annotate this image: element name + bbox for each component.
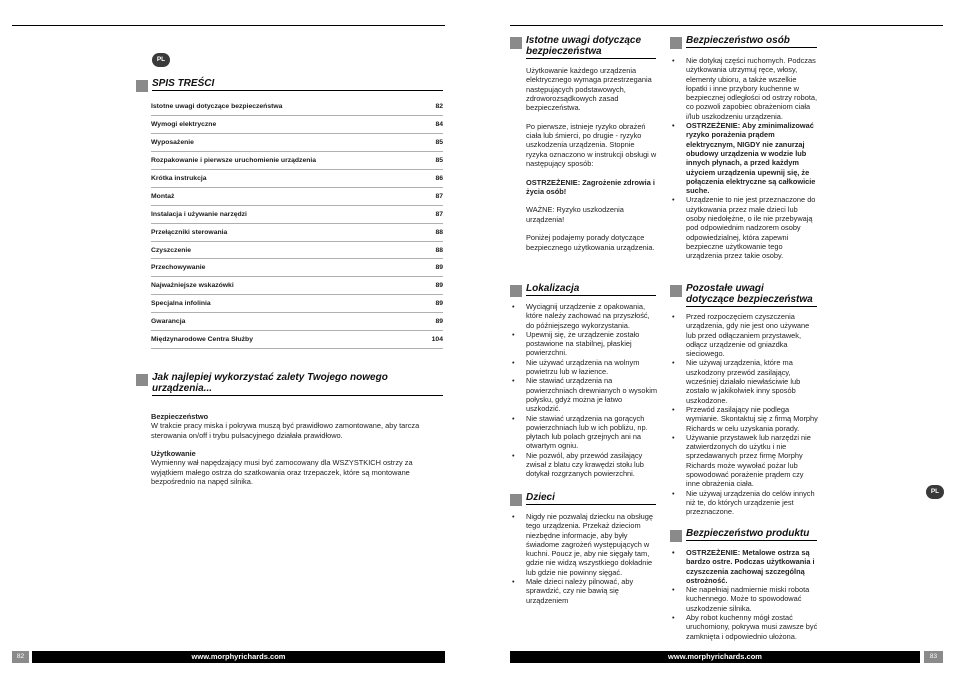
website-link[interactable]: www.morphyrichards.com	[32, 651, 445, 663]
toc-row-label: Rozpakowanie i pierwsze uruchomienie urządzenia	[151, 156, 317, 164]
toc-row-page: 88	[435, 246, 443, 254]
other-title	[686, 283, 817, 307]
toc-row-page: 84	[435, 120, 443, 128]
toc-row[interactable]	[151, 116, 443, 134]
toc-row-label: Wymogi elektryczne	[151, 120, 217, 128]
usage-heading: Użytkowanie	[151, 449, 196, 459]
toc-row[interactable]	[151, 259, 443, 277]
toc-row[interactable]	[151, 152, 443, 170]
website-link[interactable]: www.morphyrichards.com	[510, 651, 920, 663]
top-rule-left	[12, 25, 445, 26]
toc-row-label: Specjalna infolinia	[151, 300, 211, 308]
important-note: WAŻNE: Ryzyko uszkodzenia urządzenia!	[526, 205, 624, 224]
toc-row-page: 89	[435, 300, 443, 308]
intro-title	[152, 372, 443, 396]
toc-row-label: Przełączniki sterowania	[151, 228, 228, 236]
list-item: • Nie używaj urządzenia do celów innych niż te, do których urządzenie jest przeznaczone.	[670, 489, 818, 517]
toc-row-page: 87	[435, 192, 443, 200]
toc-row-page: 85	[435, 138, 443, 146]
usage-text: Wymienny wał napędzający musi być zamocowany dla WSZYSTKICH ostrzy za wyjątkiem małego ostrza do szatkowania oraz trzepaczek, które są montowane bezpośrednio na napęd silnika.	[151, 458, 413, 487]
toc-row-page: 104	[431, 336, 443, 344]
toc-row[interactable]	[151, 98, 443, 116]
section-marker-icon	[510, 37, 522, 49]
toc-row-page: 85	[435, 156, 443, 164]
important-title-line-1: Istotne uwagi dotyczące	[526, 35, 642, 46]
toc-row-page: 86	[435, 174, 443, 182]
table-of-contents	[151, 98, 443, 349]
toc-row[interactable]	[151, 134, 443, 152]
toc-row-label: Gwarancja	[151, 318, 186, 326]
list-item: • Wyciągnij urządzenie z opakowania, które należy zachować na przyszłość, do późniejszego wykorzystania.	[510, 302, 658, 330]
important-title-line-2: bezpieczeństwa	[526, 46, 602, 57]
section-marker-icon	[670, 37, 682, 49]
safety-heading: Bezpieczeństwo	[151, 412, 209, 421]
section-marker-icon	[136, 80, 148, 92]
toc-row-label: Istotne uwagi dotyczące bezpieczeństwa	[151, 103, 283, 110]
children-title: Dzieci	[526, 492, 656, 505]
personal-title: Bezpieczeństwo osób	[686, 35, 817, 48]
list-item: • Nigdy nie pozwalaj dziecku na obsługę tego urządzenia. Przekaż dzieciom niezbędne informacje, aby były świadome zagrożeń występujących w kuchni. Poucz je, aby nie sięgały tam, gdzie nie widzą wszystkiego dokładnie lub gdzie nie powinny sięgać.	[510, 512, 658, 577]
toc-row-label: Najważniejsze wskazówki	[151, 282, 234, 290]
toc-row-label: Montaż	[151, 192, 175, 200]
toc-row[interactable]	[151, 188, 443, 206]
other-title-line-2: dotyczące bezpieczeństwa	[686, 294, 813, 305]
list-item: • Nie używać urządzenia na wolnym powietrzu lub w łazience.	[510, 358, 658, 377]
toc-row-page: 89	[435, 264, 443, 272]
list-item: • Nie pozwól, aby przewód zasilający zwisał z blatu czy krawędzi stołu lub dotykał rozgrzanych powierzchni.	[510, 451, 658, 479]
list-item: • Upewnij się, że urządzenie zostało postawione na stabilnej, płaskiej powierzchni.	[510, 330, 658, 358]
location-title: Lokalizacja	[526, 283, 656, 296]
toc-row[interactable]	[151, 313, 443, 331]
section-marker-icon	[510, 494, 522, 506]
toc-title: SPIS TREŚCI	[152, 78, 443, 91]
language-badge: PL	[926, 485, 944, 499]
page-number: 83	[924, 651, 943, 663]
section-marker-icon	[136, 374, 148, 386]
list-item: • Nie używaj urządzenia, które ma uszkodzony przewód zasilający, wcześniej działało niewłaściwie lub zostało w jakikolwiek inny sposób uszkodzone.	[670, 358, 818, 404]
toc-row-page: 87	[435, 210, 443, 218]
toc-row-label: Międzynarodowe Centra Służby	[151, 336, 253, 344]
list-item: • Urządzenie to nie jest przeznaczone do użytkowania przez małe dzieci lub osoby niedołężne, o ile nie przebywają pod odpowiednim nadzorem osoby odpowiedzialnej, która zapewni bezpieczne użytkowanie tego urządzenia przez takie osoby.	[670, 195, 818, 260]
section-marker-icon	[510, 285, 522, 297]
toc-row[interactable]	[151, 224, 443, 242]
list-item: • Używanie przystawek lub narzędzi nie zatwierdzonych do użytku i nie sprzedawanych przez firmę Morphy Richards może wywołać pożar lub spowodować porażenie prądem czy inne obrażenia ciała.	[670, 433, 818, 489]
section-marker-icon	[670, 530, 682, 542]
toc-row[interactable]	[151, 277, 443, 295]
list-item: • OSTRZEŻENIE: Aby zminimalizować ryzyko porażenia prądem elektrycznym, NIGDY nie zanurzaj obudowy urządzenia w wodzie lub innych płynach, a przed każdym użyciem urządzenia upewnij się, że połączenia elektryczne są całkowicie suche.	[670, 121, 818, 195]
toc-row[interactable]	[151, 331, 443, 349]
important-p2: Po pierwsze, istnieje ryzyko obrażeń ciała lub śmierci, po drugie - ryzyko uszkodzenia urządzenia. Stopnie ryzyka oznaczono w instrukcji obsługi w następujący sposób:	[526, 121, 657, 168]
other-title-line-1: Pozostałe uwagi	[686, 283, 764, 294]
list-item: • Nie stawiać urządzenia na gorących powierzchniach lub w ich pobliżu, np. płytach lub polach grzejnych ani na otwartym ogniu.	[510, 414, 658, 451]
important-p1: Użytkowanie każdego urządzenia elektrycznego wymaga przestrzegania następujących podstawowych, zdroworozsądkowych zasad bezpieczeństwa.	[526, 66, 652, 113]
intro-title-line-1: Jak najlepiej wykorzystać zalety Twojego nowego	[152, 372, 388, 383]
safety-text: W trakcie pracy miska i pokrywa muszą być prawidłowo zamontowane, aby tarcza sterowania on/off i trybu pulsacyjnego działała prawidłowo.	[151, 421, 420, 440]
toc-row[interactable]	[151, 206, 443, 224]
section-marker-icon	[670, 285, 682, 297]
toc-row[interactable]	[151, 242, 443, 260]
toc-row-page: 88	[435, 228, 443, 236]
language-badge: PL	[152, 53, 170, 67]
list-item: • Nie stawiać urządzenia na powierzchniach drewnianych o wysokim połysku, gdyż można je łatwo uszkodzić.	[510, 376, 658, 413]
toc-row-label: Krótka instrukcja	[151, 174, 207, 182]
list-item: • Aby robot kuchenny mógł zostać uruchomiony, pokrywa musi zawsze być zamknięta i odpowiednio ułożona.	[670, 613, 818, 641]
location-list	[510, 302, 658, 479]
toc-row-label: Czyszczenie	[151, 246, 192, 254]
toc-row-page: 89	[435, 282, 443, 290]
list-item: • Przewód zasilający nie podlega wymianie. Skontaktuj się z firmą Morphy Richards w celu uzyskania porady.	[670, 405, 818, 433]
important-p5: Poniżej podajemy porady dotyczące bezpiecznego użytkowania urządzenia.	[526, 233, 655, 252]
toc-row[interactable]	[151, 170, 443, 188]
important-warning: OSTRZEŻENIE: Zagrożenie zdrowia i życia osób!	[526, 177, 655, 196]
other-list	[670, 312, 818, 517]
toc-row-label: Instalacja i używanie narzędzi	[151, 210, 247, 218]
page-number: 82	[12, 651, 29, 663]
intro-body	[151, 412, 443, 496]
list-item: • Małe dzieci należy pilnować, aby sprawdzić, czy nie bawią się urządzeniem	[510, 577, 658, 605]
important-title	[526, 35, 656, 59]
list-item: • OSTRZEŻENIE: Metalowe ostrza są bardzo ostre. Podczas użytkowania i czyszczenia zachowaj szczególną ostrożność.	[670, 548, 818, 585]
children-list	[510, 512, 658, 605]
toc-row-page: 82	[435, 103, 443, 110]
toc-row-label: Wyposażenie	[151, 138, 194, 146]
product-list	[670, 548, 818, 641]
top-rule-right	[510, 25, 943, 26]
list-item: • Przed rozpoczęciem czyszczenia urządzenia, gdy nie jest ono używane lub przed odłączaniem przystawek, odłącz urządzenie od gniazdka sieciowego.	[670, 312, 818, 358]
personal-list	[670, 56, 818, 261]
toc-row[interactable]	[151, 295, 443, 313]
list-item: • Nie dotykaj części ruchomych. Podczas użytkowania utrzymuj ręce, włosy, elementy ubioru, a także wszelkie łopatki i inne przybory kuchenne w bezpiecznej odległości od ostrzy robota, co pozwoli zapobiec obrażeniom ciała i/lub uszkodzeniu urządzenia.	[670, 56, 818, 121]
list-item: • Nie napełniaj nadmiernie miski robota kuchennego. Może to spowodować uszkodzenie silnika.	[670, 585, 818, 613]
toc-row-label: Przechowywanie	[151, 264, 206, 272]
important-body	[526, 66, 657, 261]
toc-row-page: 89	[435, 318, 443, 326]
intro-title-line-2: urządzenia...	[152, 383, 213, 394]
product-title: Bezpieczeństwo produktu	[686, 528, 817, 541]
